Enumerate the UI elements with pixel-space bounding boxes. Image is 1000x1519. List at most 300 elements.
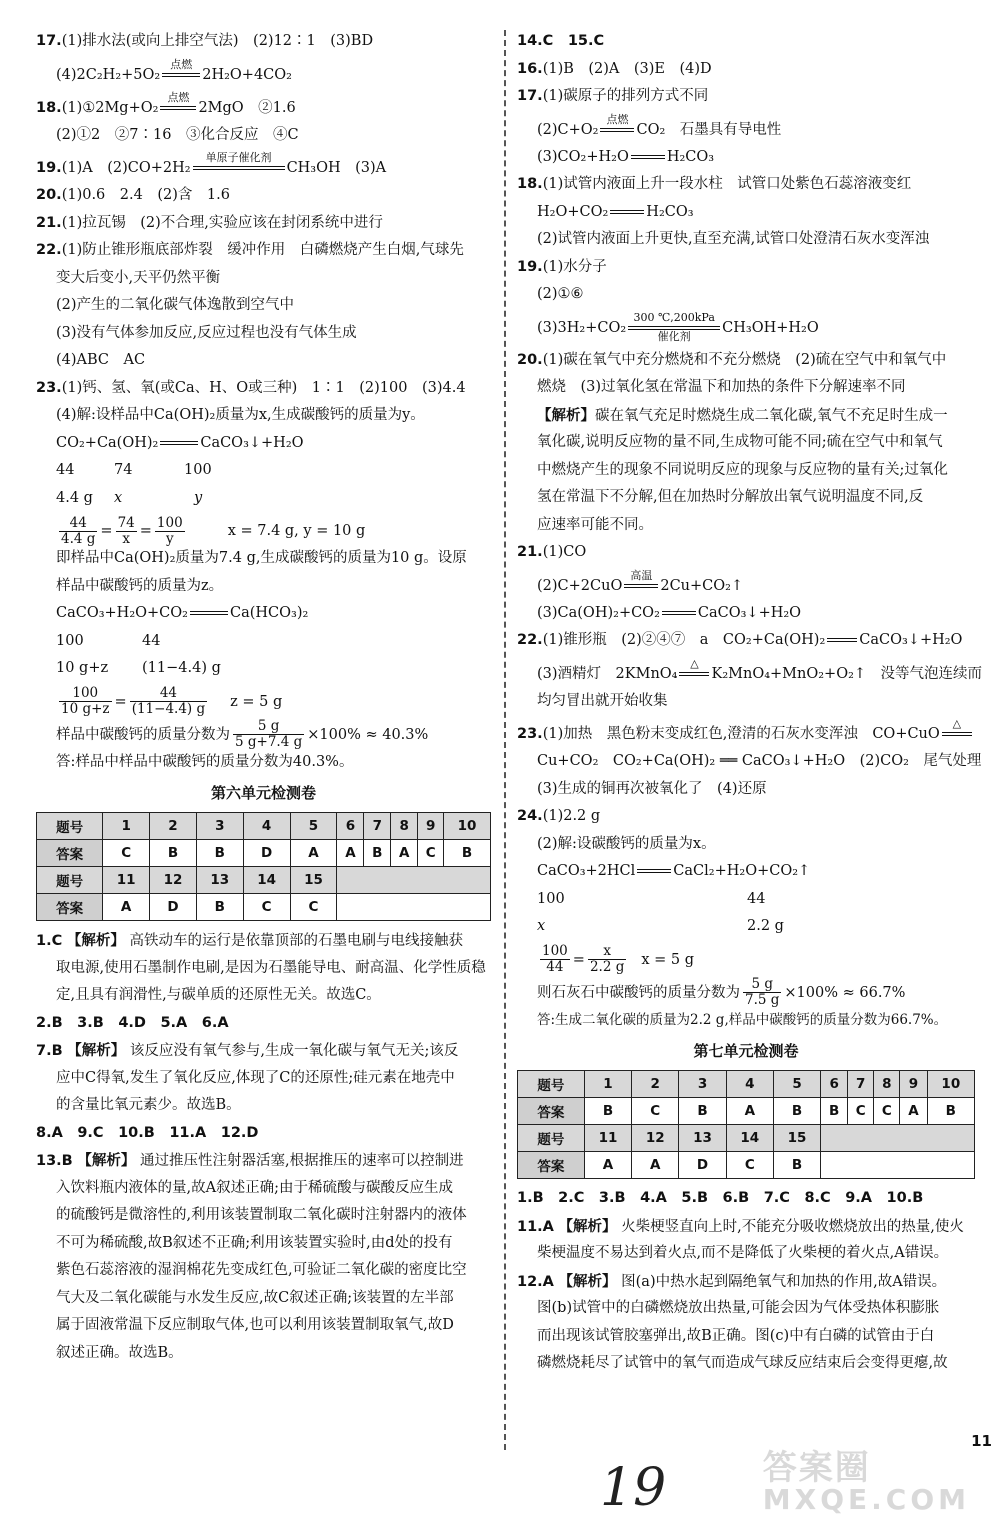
eq-condition: 点燃 (606, 112, 629, 126)
eq-arrow (190, 611, 228, 615)
q-number: 18. (36, 99, 62, 116)
q-answer: 11.A (169, 1124, 207, 1141)
q-number: 23. (36, 379, 62, 396)
table-cell: B (150, 840, 197, 867)
q-number: 20. (517, 351, 543, 368)
table-cell-empty (337, 867, 491, 894)
eq-left: CaCO₃+2HCl (537, 863, 636, 879)
mass-value: x (537, 918, 546, 934)
q-number: 21. (517, 544, 543, 560)
r20-analysis-line: 氢在常温下不分解,但在加热时分解放出氧气说明温度不同,反 (537, 489, 924, 505)
q23-text-1: 即样品中Ca(OH)₂质量为7.4 g,生成碳酸钙的质量为10 g。设原 (56, 550, 467, 566)
fraction (540, 944, 570, 975)
q-number: 7.B (36, 1043, 63, 1059)
q-answer: 9.C (77, 1124, 104, 1141)
explain-13 (36, 1147, 491, 1175)
explain-1-line-2: 取电源,使用石墨制作电刷,是因为石墨能导电、耐高温、化学性质稳 (56, 959, 486, 976)
q-answer: 7.C (763, 1190, 790, 1206)
eq-left: (3)酒精灯 2KMnO₄ (537, 665, 678, 682)
table-cell: 答案 (518, 1098, 585, 1125)
denominator: 10 g+z (61, 701, 110, 717)
q-answer: 3.B (77, 1014, 104, 1031)
q-text: (1)CO (542, 544, 587, 560)
answers-1-10 (517, 1185, 975, 1213)
table-cell: C (418, 840, 444, 867)
section-title-unit6: 第六单元检测卷 (210, 784, 316, 802)
r19-part2: (2)①⑥ (537, 286, 584, 302)
q17-equation (36, 56, 491, 89)
q23-mass-row-1 (36, 457, 491, 485)
table-cell: D (150, 894, 197, 921)
q-text: (1)碳原子的排列方式不同 (542, 88, 709, 104)
table-cell: 6 (821, 1071, 848, 1098)
eq-condition: 300 ℃,200kPa (633, 310, 715, 324)
explain-7 (36, 1037, 491, 1065)
eq-condition: 单原子催化剂 (205, 151, 272, 164)
table-cell-empty (821, 1152, 975, 1179)
table-cell: 答案 (518, 1152, 585, 1179)
table-cell: C (726, 1152, 773, 1179)
q23-proportion-1: $\frac{44}{4.4 g}$ = $\frac{74}{x}$ = $\frac{100}{y}$ x = 7.4 g, y = 10 g (61, 514, 366, 547)
handwritten-number: 19 (600, 1458, 667, 1518)
answers-8-12 (36, 1120, 491, 1148)
r23-line-3: (3)生成的铜再次被氧化了 (4)还原 (537, 780, 767, 797)
table-cell: 11 (103, 867, 150, 894)
eq-left: CO₂+Ca(OH)₂ (56, 434, 159, 451)
eq-arrow (160, 90, 196, 110)
eq-arrow (662, 611, 696, 615)
r24-equation (517, 858, 975, 886)
table-cell: 4 (726, 1071, 773, 1098)
table-cell: 13 (679, 1125, 726, 1152)
r20-analysis (517, 402, 975, 430)
right-column (517, 28, 983, 1378)
q18-part2: (2)①2 ②7∶16 ③化合反应 ④C (56, 126, 299, 143)
table-cell: 14 (726, 1125, 773, 1152)
eq-right: 2Cu+CO₂↑ (660, 577, 744, 594)
r20-analysis-line: 应速率可能不同。 (537, 516, 653, 533)
table-cell: A (391, 840, 418, 867)
q21-line (36, 210, 491, 238)
explain-7-line-3: 的含量比氧元素少。故选B。 (56, 1097, 241, 1113)
q-number: 22. (36, 242, 62, 258)
mass-value: 74 (114, 462, 133, 478)
answers-14-15 (517, 28, 975, 56)
eq-condition: △ (690, 656, 699, 670)
table-cell: B (444, 840, 491, 867)
q22-line-5: (4)ABC AC (56, 352, 146, 368)
eq-right: CO₂ 石墨具有导电性 (636, 121, 782, 138)
r19-line (517, 254, 975, 282)
q-number: 21. (36, 214, 62, 231)
r24-percentage (517, 974, 975, 1007)
page-number: 11 (971, 1432, 992, 1450)
eq-right: CaCO₃↓+H₂O (697, 604, 802, 621)
explain-1-line-3: 定,且具有润滑性,与碳单质的还原性无关。故选C。 (56, 987, 381, 1003)
q-answer: 12.D (220, 1124, 259, 1141)
q-text: 火柴梗竖直向上时,不能充分吸收燃烧放出的热量,使火 (621, 1218, 964, 1235)
r22-line-3: 均匀冒出就开始收集 (537, 692, 668, 709)
table-cell: 答案 (37, 894, 103, 921)
table-row (518, 1071, 975, 1098)
explain-12-line: 磷燃烧耗尽了试管中的氧气而造成气球反应结束后会变得更瘪,故 (537, 1355, 948, 1371)
mass-value: 2.2 g (747, 918, 784, 934)
eq-left: (1)A (2)CO+2H₂ (61, 160, 191, 176)
q-text: 通过推压性注射器活塞,根据推压的速率可以控制进 (139, 1153, 464, 1169)
r24-answer: 答:生成二氧化碳的质量为2.2 g,样品中碳酸钙的质量分数为66.7%。 (537, 1011, 948, 1028)
table-cell: 3 (679, 1071, 726, 1098)
q-text: (1)B (2)A (3)E (4)D (542, 60, 712, 77)
denominator: (11−4.4) g (131, 701, 206, 717)
explain-13-line: 的硫酸钙是微溶性的,利用该装置制取二氧化碳时注射器内的液体 (56, 1207, 467, 1223)
q-text: (1)钙、氢、氧(或Ca、H、O或三种) 1∶1 (2)100 (3)4.4 (61, 379, 466, 396)
text: 则石灰石中碳酸钙的质量分数为 (537, 984, 740, 1001)
eq-right: CaCO₃↓+H₂O (200, 434, 304, 451)
q-number: 1.C (36, 933, 63, 949)
q22-line (36, 237, 491, 265)
fraction (155, 516, 185, 547)
q23-solution-intro: (4)解:设样品中Ca(OH)₂质量为x,生成碳酸钙的质量为y。 (56, 407, 425, 423)
fraction (743, 977, 781, 1008)
eq-condition: 点燃 (167, 90, 190, 104)
q-number: 12.A (517, 1273, 554, 1290)
eq-left: (2)C+2CuO (537, 577, 623, 594)
q22-line-3: (2)产生的二氧化碳气体逸散到空气中 (56, 297, 295, 313)
table-cell: B (196, 894, 243, 921)
watermark-text: MXQE.COM (762, 1483, 970, 1516)
q-number: 16. (517, 60, 543, 77)
eq-arrow (162, 57, 200, 77)
q-answer: 15.C (567, 33, 605, 49)
table-cell: 7 (364, 813, 391, 840)
q-answer: 9.A (845, 1190, 873, 1206)
table-cell: D (679, 1152, 726, 1179)
analysis-tag: 【解析】 (77, 1152, 136, 1169)
r20-analysis-line: 中燃烧产生的现象不同说明反应的现象与反应物的量有关;过氧化 (537, 461, 948, 478)
q23-mass-row-4 (36, 655, 491, 683)
q-text: (1)碳在氧气中充分燃烧和不充分燃烧 (2)硫在空气中和氧气中 (542, 351, 947, 368)
text: ×100% ≈ 66.7% (784, 984, 906, 1001)
q-text: 该反应没有氧气参与,生成一氧化碳与氧气无关;该反 (129, 1043, 459, 1059)
q-answer: 2.B (36, 1014, 63, 1031)
q-number: 17. (517, 88, 543, 104)
r17-equation-2 (517, 144, 975, 172)
denominator: 2.2 g (589, 959, 625, 975)
explain-12-line: 而出现该试管胶塞弹出,故B正确。图(c)中有白磷的试管由于白 (537, 1327, 935, 1344)
table-row (37, 813, 491, 840)
mass-value: x (114, 489, 123, 506)
table-cell-empty (337, 894, 491, 921)
table-cell: 10 (927, 1071, 974, 1098)
table-cell: A (290, 840, 337, 867)
table-cell: B (773, 1152, 820, 1179)
table-cell: 12 (150, 867, 197, 894)
numerator: x (588, 944, 626, 960)
table-cell: 9 (418, 813, 444, 840)
table-cell: B (364, 840, 391, 867)
eq-arrow (827, 638, 857, 642)
table-cell: B (927, 1098, 974, 1125)
watermark-text: 答案圈 (762, 1448, 871, 1488)
q23-mass-row-2 (36, 485, 491, 513)
r18-line (517, 171, 975, 199)
q-answer: 6.A (201, 1014, 229, 1031)
q-text: (1)2.2 g (542, 808, 601, 824)
r24-solution-intro: (2)解:设碳酸钙的质量为x。 (537, 835, 716, 852)
analysis-tag: 【解析】 (558, 1272, 617, 1290)
eq-arrow (193, 151, 285, 170)
mass-value: (11−4.4) g (142, 660, 221, 676)
q-number: 23. (517, 726, 543, 742)
numerator: 5 g (743, 977, 781, 993)
table-cell: A (632, 1152, 679, 1179)
q-answer: 6.B (722, 1190, 750, 1206)
q23-text-2: 样品中碳酸钙的质量为z。 (56, 577, 224, 594)
answer-table-unit7 (517, 1070, 975, 1179)
q-number: 20. (36, 187, 62, 203)
eq-left: (1)锥形瓶 (2)②④⑦ a CO₂+Ca(OH)₂ (542, 632, 826, 648)
r17-line (517, 83, 975, 111)
table-cell: 1 (103, 813, 150, 840)
explain-7-line-2: 应中C得氧,发生了氧化反应,体现了C的还原性;硅元素在地壳中 (56, 1069, 455, 1086)
eq-right: 2H₂O+4CO₂ (202, 66, 292, 83)
q-text: (1)排水法(或向上排空气法) (2)12∶1 (3)BD (61, 33, 374, 49)
r19-equation (517, 309, 975, 347)
eq-right: CH₃OH+H₂O (722, 319, 819, 336)
fraction (588, 944, 626, 975)
table-cell: A (726, 1098, 773, 1125)
table-cell: 10 (444, 813, 491, 840)
table-row (37, 894, 491, 921)
table-cell-empty (821, 1125, 975, 1152)
q-answer: 1.B (517, 1190, 544, 1206)
mass-value: 44 (56, 462, 75, 478)
table-cell: C (874, 1098, 900, 1125)
eq-condition: △ (952, 717, 962, 730)
left-column (36, 28, 491, 1367)
r22-equation (517, 655, 983, 688)
table-cell: 题号 (518, 1071, 585, 1098)
eq-left: (1)①2Mg+O₂ (61, 99, 159, 116)
table-cell: 15 (773, 1125, 820, 1152)
eq-left: CaCO₃+H₂O+CO₂ (56, 605, 188, 621)
eq-left: (3)Ca(OH)₂+CO₂ (537, 604, 660, 621)
r20-line (517, 347, 975, 375)
eq-arrow (628, 310, 720, 343)
q19-line (36, 149, 491, 182)
q-answer: 5.A (160, 1014, 188, 1031)
table-cell: 9 (900, 1071, 927, 1098)
r21-equation (517, 567, 975, 600)
eq-right: H₂CO₃ (666, 148, 715, 165)
fraction (59, 686, 112, 717)
column-divider (504, 30, 506, 1450)
eq-left: (4)2C₂H₂+5O₂ (56, 66, 161, 83)
q23-equation-2 (36, 600, 491, 628)
q-number: 19. (517, 258, 543, 275)
table-cell: 题号 (37, 867, 103, 894)
table-cell: C (243, 894, 290, 921)
table-cell: A (103, 894, 150, 921)
table-cell: B (679, 1098, 726, 1125)
q20-line (36, 182, 491, 210)
q23-equation-1 (36, 430, 491, 458)
eq-left: (3)3H₂+CO₂ (537, 319, 627, 336)
eq-right: CaCl₂+H₂O+CO₂↑ (673, 863, 811, 879)
q-number: 13.B (36, 1153, 73, 1169)
numerator: 100 (59, 686, 112, 702)
q-answer: 8.A (36, 1124, 63, 1141)
table-cell: C (103, 840, 150, 867)
fraction (130, 686, 207, 717)
q-number: 11.A (517, 1218, 554, 1235)
explain-1 (36, 927, 491, 955)
q-answer: 4.A (640, 1190, 667, 1206)
table-cell: D (243, 840, 290, 867)
table-cell: 8 (391, 813, 418, 840)
r20-analysis-line: 氧化碳,说明反应物的量不同,生成物可能不同;硫在空气中和氧气 (537, 434, 943, 450)
eq-arrow (610, 210, 644, 214)
mass-value: 100 (537, 890, 565, 907)
table-row (37, 867, 491, 894)
eq-arrow (600, 112, 634, 132)
q-text: 图(a)中热水起到隔绝氧气和加热的作用,故A错误。 (621, 1273, 947, 1290)
table-cell: 1 (584, 1071, 631, 1098)
eq-left: (3)CO₂+H₂O (537, 148, 629, 165)
r17-equation (517, 111, 975, 144)
eq-condition: 催化剂 (657, 329, 691, 343)
eq-left: (2)C+O₂ (537, 121, 599, 138)
eq-right: CH₃OH (3)A (286, 160, 387, 176)
q-answer: 14.C (517, 33, 554, 49)
q-text: (1)水分子 (542, 258, 607, 275)
explain-13-line: 入饮料瓶内液体的量,故A叙述正确;由于稀硫酸与碳酸反应生成 (56, 1179, 453, 1196)
q-answer: 10.B (118, 1124, 155, 1141)
table-cell: 12 (632, 1125, 679, 1152)
explain-13-line: 紫色石蕊溶液的湿润棉花先变成红色,可验证二氧化碳的密度比空 (56, 1262, 467, 1278)
eq-right: Ca(HCO₃)₂ (229, 605, 309, 621)
mass-value: 10 g+z (56, 660, 109, 676)
table-cell: 2 (150, 813, 197, 840)
mass-value: 44 (142, 632, 161, 649)
mass-value: 44 (747, 890, 766, 907)
eq-arrow (637, 869, 671, 873)
r21-equation-2 (517, 600, 975, 628)
denominator: x (122, 530, 130, 547)
eq-right: K₂MnO₄+MnO₂+O₂↑ 没等气泡连续而 (711, 665, 983, 682)
analysis-tag: 【解析】 (537, 406, 595, 424)
answers-2-6 (36, 1010, 491, 1038)
table-cell: A (584, 1152, 631, 1179)
section-title-unit7: 第七单元检测卷 (693, 1042, 799, 1060)
table-cell: 2 (632, 1071, 679, 1098)
q-number: 19. (36, 160, 62, 176)
r18-part2: (2)试管内液面上升更快,直至充满,试管口处澄清石灰水变浑浊 (537, 231, 930, 247)
table-cell: 11 (584, 1125, 631, 1152)
r23-line (517, 715, 975, 748)
table-row (518, 1152, 975, 1179)
analysis-tag: 【解析】 (67, 1042, 126, 1059)
table-row (518, 1098, 975, 1125)
table-cell: 6 (337, 813, 364, 840)
q-answer: 4.D (118, 1014, 146, 1031)
r16-line (517, 56, 975, 84)
fraction (59, 516, 97, 547)
analysis-tag: 【解析】 (66, 932, 125, 949)
q-text: (1)加热 黑色粉末变成红色,澄清的石灰水变浑浊 CO+CuO (542, 726, 940, 742)
table-row (518, 1125, 975, 1152)
q-number: 22. (517, 632, 543, 648)
q-answer: 2.C (558, 1190, 585, 1206)
table-cell: B (821, 1098, 848, 1125)
explain-12 (517, 1268, 975, 1296)
q-text: (1)0.6 2.4 (2)含 1.6 (61, 187, 230, 203)
table-cell: 题号 (37, 813, 103, 840)
eq-right: CaCO₃↓+H₂O (859, 632, 963, 648)
q-text: (1)防止锥形瓶底部炸裂 缓冲作用 白磷燃烧产生白烟,气球先 (61, 242, 464, 258)
text: ×100% ≈ 40.3% (307, 726, 429, 743)
q-text: 碳在氧气充足时燃烧生成二氧化碳,氧气不充足时生成一 (595, 407, 948, 424)
table-cell: 3 (196, 813, 243, 840)
eq-arrow (942, 717, 972, 736)
eq-arrow (631, 155, 665, 159)
eq-arrow (160, 441, 198, 445)
q-answer: 5.B (681, 1190, 709, 1206)
table-cell: 4 (243, 813, 290, 840)
q23-answer: 答:样品中样品中碳酸钙的质量分数为40.3%。 (56, 753, 354, 770)
q22-line-4: (3)没有气体参加反应,反应过程也没有气体生成 (56, 324, 357, 341)
q-answer: 8.C (804, 1190, 831, 1206)
fraction (116, 516, 137, 547)
denominator: 44 (546, 959, 564, 975)
r24-mass-row-1 (517, 886, 975, 914)
q-text: 高铁动车的运行是依靠顶部的石墨电刷与电线接触获 (129, 933, 463, 949)
q-number: 17. (36, 33, 62, 49)
table-cell: A (900, 1098, 927, 1125)
table-cell: 题号 (518, 1125, 585, 1152)
table-cell: 5 (773, 1071, 820, 1098)
explain-13-line: 不可为稀硫酸,故B叙述不正确;利用该装置实验时,由d处的投有 (56, 1234, 453, 1251)
table-cell: C (848, 1098, 874, 1125)
numerator: 74 (117, 514, 135, 531)
table-cell: C (290, 894, 337, 921)
watermark (763, 1440, 970, 1516)
mass-value: y (194, 489, 203, 506)
table-cell: 7 (848, 1071, 874, 1098)
mass-value: 4.4 g (56, 489, 93, 506)
table-cell: B (773, 1098, 820, 1125)
q17-line (36, 28, 491, 56)
r21-line (517, 539, 975, 567)
q18-line (36, 89, 491, 122)
r20-line-2: 燃烧 (3)过氧化氢在常温下和加热的条件下分解速率不同 (537, 379, 906, 395)
q-answer: 10.B (886, 1190, 924, 1206)
explain-11-line-2: 柴梗温度不易达到着火点,而不是降低了火柴梗的着火点,A错误。 (537, 1245, 949, 1261)
explain-11 (517, 1213, 975, 1241)
result: x = 7.4 g, y = 10 g (227, 523, 366, 539)
r24-mass-row-2 (517, 913, 975, 941)
q23-mass-row-3 (36, 628, 491, 656)
table-cell: B (196, 840, 243, 867)
eq-arrow (679, 656, 709, 676)
r23-line-2: Cu+CO₂ CO₂+Ca(OH)₂ ══ CaCO₃↓+H₂O (2)CO₂ 尾气处理 (537, 753, 982, 769)
r24-line (517, 803, 975, 831)
mass-value: 100 (56, 632, 84, 649)
eq-right: H₂CO₃ (646, 203, 694, 220)
fraction (233, 719, 304, 750)
explain-13-line: 气大及二氧化碳能与水发生反应,故C叙述正确;该装置的左半部 (56, 1289, 454, 1306)
table-cell: 5 (290, 813, 337, 840)
